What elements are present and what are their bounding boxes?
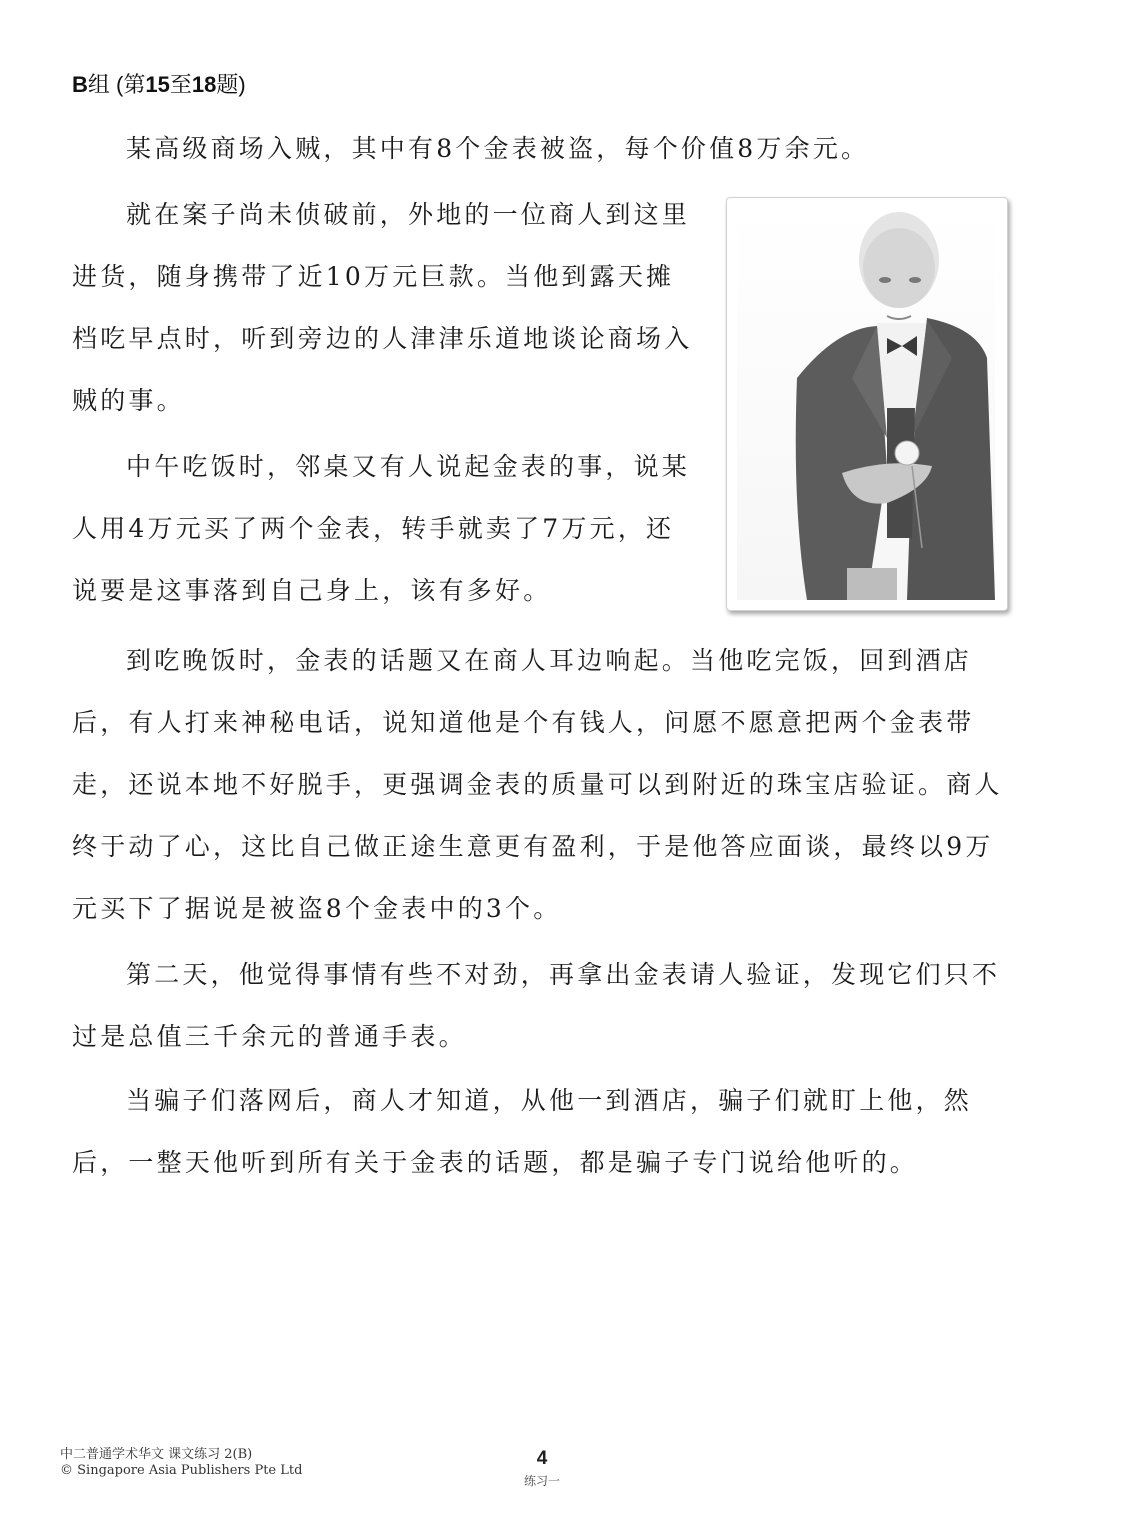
paragraph-5: 第二天，他觉得事情有些不对劲，再拿出金表请人验证，发现它们只不过是总值三千余元的普通手表。: [72, 960, 1001, 1051]
group-letter: B: [72, 72, 88, 97]
section-label: 练习一: [523, 1474, 560, 1488]
paragraph-4: 到吃晚饭时，金表的话题又在商人耳边响起。当他吃完饭，回到酒店后，有人打来神秘电话，说知道他是个有钱人，问愿不愿意把两个金表带走，还说本地不好脱手，更强调金表的质量可以到附近的珠宝店验证。商人终于动了心，这比自己做正途生意更有盈利，于是他答应面谈，最终以9万元买下了据说是被盗8个金表中的3个。: [72, 646, 1003, 923]
paragraph-6: 当骗子们落网后，商人才知道，从他一到酒店，骗子们就盯上他，然后，一整天他听到所有关于金表的话题，都是骗子专门说给他听的。: [72, 1086, 973, 1177]
book-title: 中二普通学术华文 课文练习 2(B): [60, 1447, 253, 1462]
paragraph-3: 中午吃饭时，邻桌又有人说起金表的事，说某人用4万元买了两个金表，转手就卖了7万元，还说要是这事落到自己身上，该有多好。: [72, 452, 691, 605]
page-number: 4: [536, 1448, 548, 1469]
man-illustration-icon: [737, 208, 995, 600]
footer-info: [60, 1447, 302, 1479]
paragraph-2: 就在案子尚未侦破前，外地的一位商人到这里进货，随身携带了近10万元巨款。当他到露天摊档吃早点时，听到旁边的人津津乐道地谈论商场入贼的事。: [72, 200, 693, 415]
paragraph-1: 某高级商场入贼，其中有8个金表被盗，每个价值8万余元。: [126, 134, 870, 163]
illustration-frame: [726, 197, 1008, 611]
copyright-notice: © Singapore Asia Publishers Pte Ltd: [60, 1463, 303, 1478]
man-with-pocket-watch-photo: [737, 208, 995, 600]
section-heading: B组 (第15至18题): [72, 72, 246, 97]
